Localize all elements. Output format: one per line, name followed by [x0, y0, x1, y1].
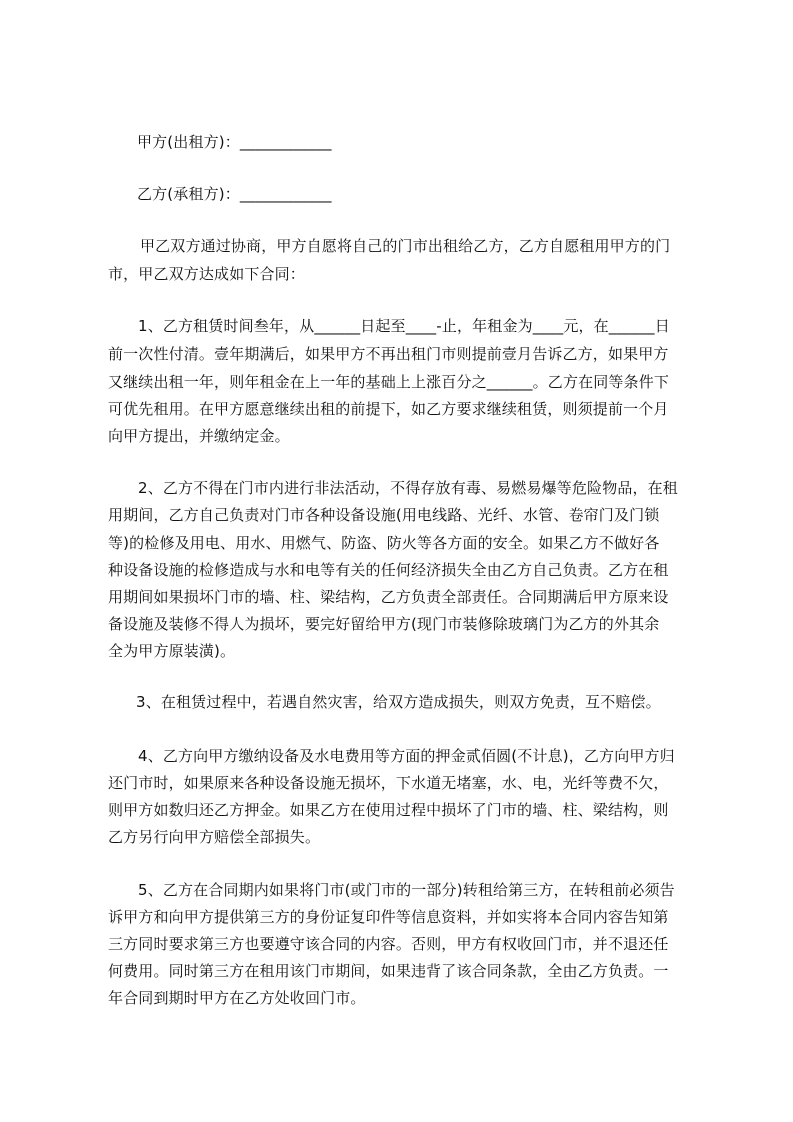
paragraph-line: 三方同时要求第三方也要遵守该合同的内容。否则，甲方有权收回门市，并不退还任: [108, 935, 669, 953]
paragraph-line: 备设施及装修不得人为损坏，要完好留给甲方(现门市装修除玻璃门为乙方的外其余: [108, 615, 660, 633]
paragraph-line: 等)的检修及用电、用水、用燃气、防盗、防火等各方面的安全。如果乙方不做好各: [108, 534, 660, 552]
paragraph-line: 用期间，乙方自己负责对门市各种设备设施(用电线路、光纤、水管、卷帘门及门锁: [108, 506, 660, 524]
paragraph-line: 2、乙方不得在门市内进行非法活动，不得存放有毒、易燃易爆等危险物品，在租: [138, 479, 678, 497]
paragraph-line: 用期间如果损坏门市的墙、柱、梁结构，乙方负责全部责任。合同期满后甲方原来设: [108, 588, 669, 606]
paragraph-line: 还门市时，如果原来各种设备设施无损坏，下水道无堵塞，水、电，光纤等费不欠，: [108, 774, 669, 792]
paragraph-line: 则甲方如数归还乙方押金。如果乙方在使用过程中损坏了门市的墙、柱、梁结构，则: [108, 801, 669, 819]
paragraph-line: 乙方另行向甲方赔偿全部损失。: [108, 828, 321, 846]
paragraph-line: 甲乙双方通过协商，甲方自愿将自己的门市出租给乙方，乙方自愿租用甲方的门: [140, 237, 671, 255]
party-b-line: 乙方(承租方)：____________: [137, 185, 332, 203]
paragraph-line: 诉甲方和向甲方提供第三方的身份证复印件等信息资料，并如实将本合同内容告知第: [108, 908, 669, 926]
party-a-line: 甲方(出租方)：____________: [137, 133, 332, 151]
paragraph-line: 又继续出租一年，则年租金在上一年的基础上上涨百分之______。乙方在同等条件下: [108, 373, 670, 391]
paragraph-line: 4、乙方向甲方缴纳设备及水电费用等方面的押金贰佰圆(不计息)，乙方向甲方归: [138, 747, 675, 765]
paragraph-line: 3、在租赁过程中，若遇自然灾害，给双方造成损失，则双方免责，互不赔偿。: [136, 693, 661, 711]
paragraph-line: 何费用。同时第三方在租用该门市期间，如果违背了该合同条款，全由乙方负责。一: [108, 962, 669, 980]
paragraph-line: 5、乙方在合同期内如果将门市(或门市的一部分)转租给第三方，在转租前必须告: [138, 881, 675, 899]
paragraph-line: 前一次性付清。壹年期满后，如果甲方不再出租门市则提前壹月告诉乙方，如果甲方: [108, 345, 669, 363]
paragraph-line: 1、乙方租赁时间叁年，从______日起至____-止，年租金为____元，在______日: [138, 317, 670, 335]
paragraph-line: 可优先租用。在甲方愿意继续出租的前提下，如乙方要求继续租赁，则须提前一个月: [108, 400, 669, 418]
paragraph-line: 全为甲方原装潢)。: [108, 642, 236, 660]
paragraph-line: 年合同到期时甲方在乙方处收回门市。: [108, 989, 366, 1007]
paragraph-line: 市，甲乙双方达成如下合同：: [108, 265, 305, 283]
paragraph-line: 种设备设施的检修造成与水和电等有关的任何经济损失全由乙方自己负责。乙方在租: [108, 561, 669, 579]
paragraph-line: 向甲方提出，并缴纳定金。: [108, 427, 290, 445]
